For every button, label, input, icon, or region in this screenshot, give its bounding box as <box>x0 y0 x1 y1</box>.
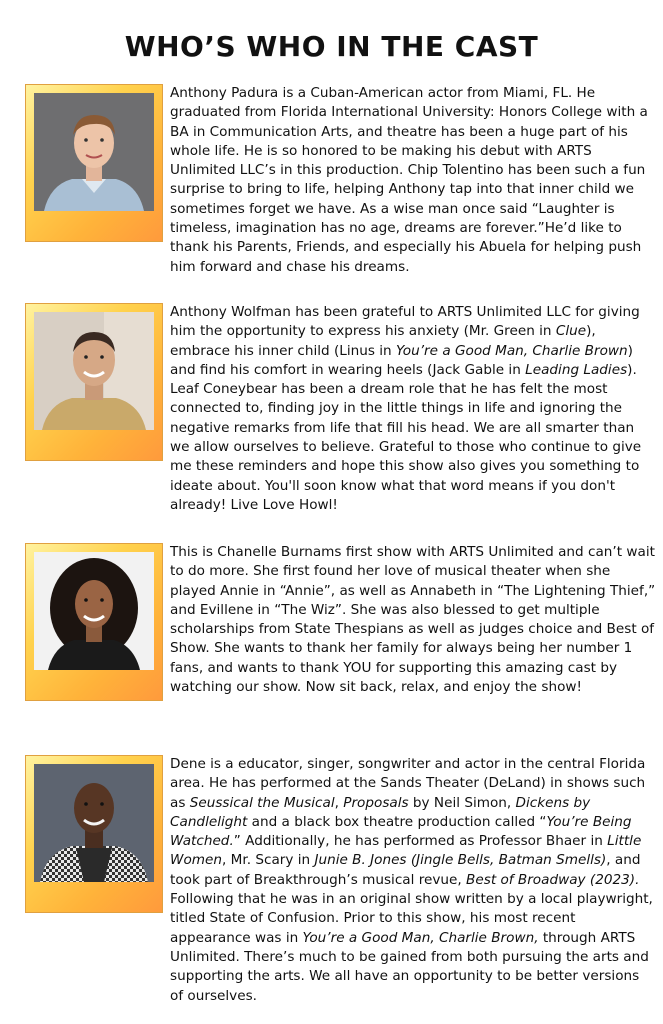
headshot-photo <box>34 552 154 670</box>
bio-text-run: ) and find his comfort in wearing heels (Jack Gable in <box>170 342 633 378</box>
bio-text-run: Junie B. Jones (Jingle Bells, Batman Smells) <box>314 852 607 869</box>
bio-text-run: Little Women <box>170 833 642 869</box>
bio-text-run: , <box>334 794 344 811</box>
cast-bio <box>170 755 656 1006</box>
headshot-frame <box>25 755 163 913</box>
bio-paragraph <box>170 303 656 515</box>
bio-paragraph <box>170 755 656 1006</box>
bio-text-run: ). Leaf Coneybear has been a dream role that he has felt the most connected to, finding joy in the little things in life and ignoring the negative remarks from life that fill his head. We are all smarter than we allow ourselves to believe. Grateful to those who continue to give me these reminders and hope this show also gives you something to ideate about. You'll soon know what that word means if you don't already! Live Love Howl! <box>170 361 642 513</box>
bio-text-run: Dene is a educator, singer, songwriter and actor in the central Florida area. He has performed at the Sands Theater (DeLand) in shows such as <box>170 756 646 811</box>
bio-paragraph <box>170 543 656 697</box>
bio-text-run: You’re a Good Man, Charlie Brown, <box>302 929 539 946</box>
bio-text-run: Leading Ladies <box>525 361 628 378</box>
bio-text-run: through ARTS Unlimited. There’s much to be gained from both pursuing the arts and supporting the arts. We all have an opportunity to be better versions of ourselves. <box>170 929 649 1004</box>
headshot-frame <box>25 303 163 461</box>
bio-text-run: This is Chanelle Burnams first show with ARTS Unlimited and can’t wait to do more. She first found her love of musical theater when she played Annie in “Annie”, as well as Annabeth in “The Lightening Thief,” and Evillene in “The Wiz”. She was also blessed to get multiple scholarships from State Thespians as well as judges choice and Best of Show. She wants to thank her family for always being her number 1 fans, and wants to thank YOU for supporting this amazing cast by watching our show. Now sit back, relax, and enjoy the show! <box>170 544 656 696</box>
bio-text-run: , Mr. Scary in <box>221 852 315 869</box>
bio-paragraph <box>170 84 656 277</box>
bio-text-run: , and took part of Breakthrough’s musical revue, <box>170 852 641 888</box>
bio-text-run: Best of Broadway (2023). <box>466 871 640 888</box>
cast-bio <box>170 303 656 515</box>
bio-text-run: ), embrace his inner child (Linus in <box>170 323 596 359</box>
headshot-frame <box>25 84 163 242</box>
bio-text-run: and a black box theatre production called “ <box>247 813 547 830</box>
bio-text-run: Seussical the Musical <box>189 794 335 811</box>
bio-text-run: Clue <box>555 323 587 340</box>
bio-text-run: You’re Being Watched. <box>170 813 632 850</box>
headshot-frame <box>25 543 163 701</box>
bio-text-run: by Neil Simon, <box>408 794 516 811</box>
bio-text-run: Dickens by Candlelight <box>170 794 591 830</box>
bio-text-run: ” Additionally, he has performed as Professor Bhaer in <box>233 833 608 850</box>
bio-text-run: You’re a Good Man, Charlie Brown <box>395 342 628 359</box>
page-title: WHO’S WHO IN THE CAST <box>124 30 539 63</box>
bio-text-run: Proposals <box>343 794 409 811</box>
cast-bio <box>170 84 656 277</box>
headshot-photo <box>34 93 154 211</box>
bio-text-run: Anthony Padura is a Cuban-American actor from Miami, FL. He graduated from Florida International University: Honors College with a BA in Communication Arts, and theatre has been a huge part of his whole life. He is so honored to be making his debut with ARTS Unlimited LLC’s in this production. Chip Tolentino has been such a fun surprise to bring to life, helping Anthony tap into that inner child we sometimes forget we have. As a wise man once said “Laughter is timeless, imagination has no age, dreams are forever.”He’d like to thank his Parents, Friends, and especially his Abuela for helping push him forward and chase his dreams. <box>170 85 648 275</box>
bio-text-run: Anthony Wolfman has been grateful to ARTS Unlimited LLC for giving him the opportunity to express his anxiety (Mr. Green in <box>170 304 640 340</box>
headshot-photo <box>34 312 154 430</box>
headshot-photo <box>34 764 154 882</box>
bio-text-run: Following that he was in an original show written by a local playwright, titled State of Confusion. Prior to this show, his most recent appearance was in <box>170 891 653 946</box>
cast-bio <box>170 543 656 697</box>
